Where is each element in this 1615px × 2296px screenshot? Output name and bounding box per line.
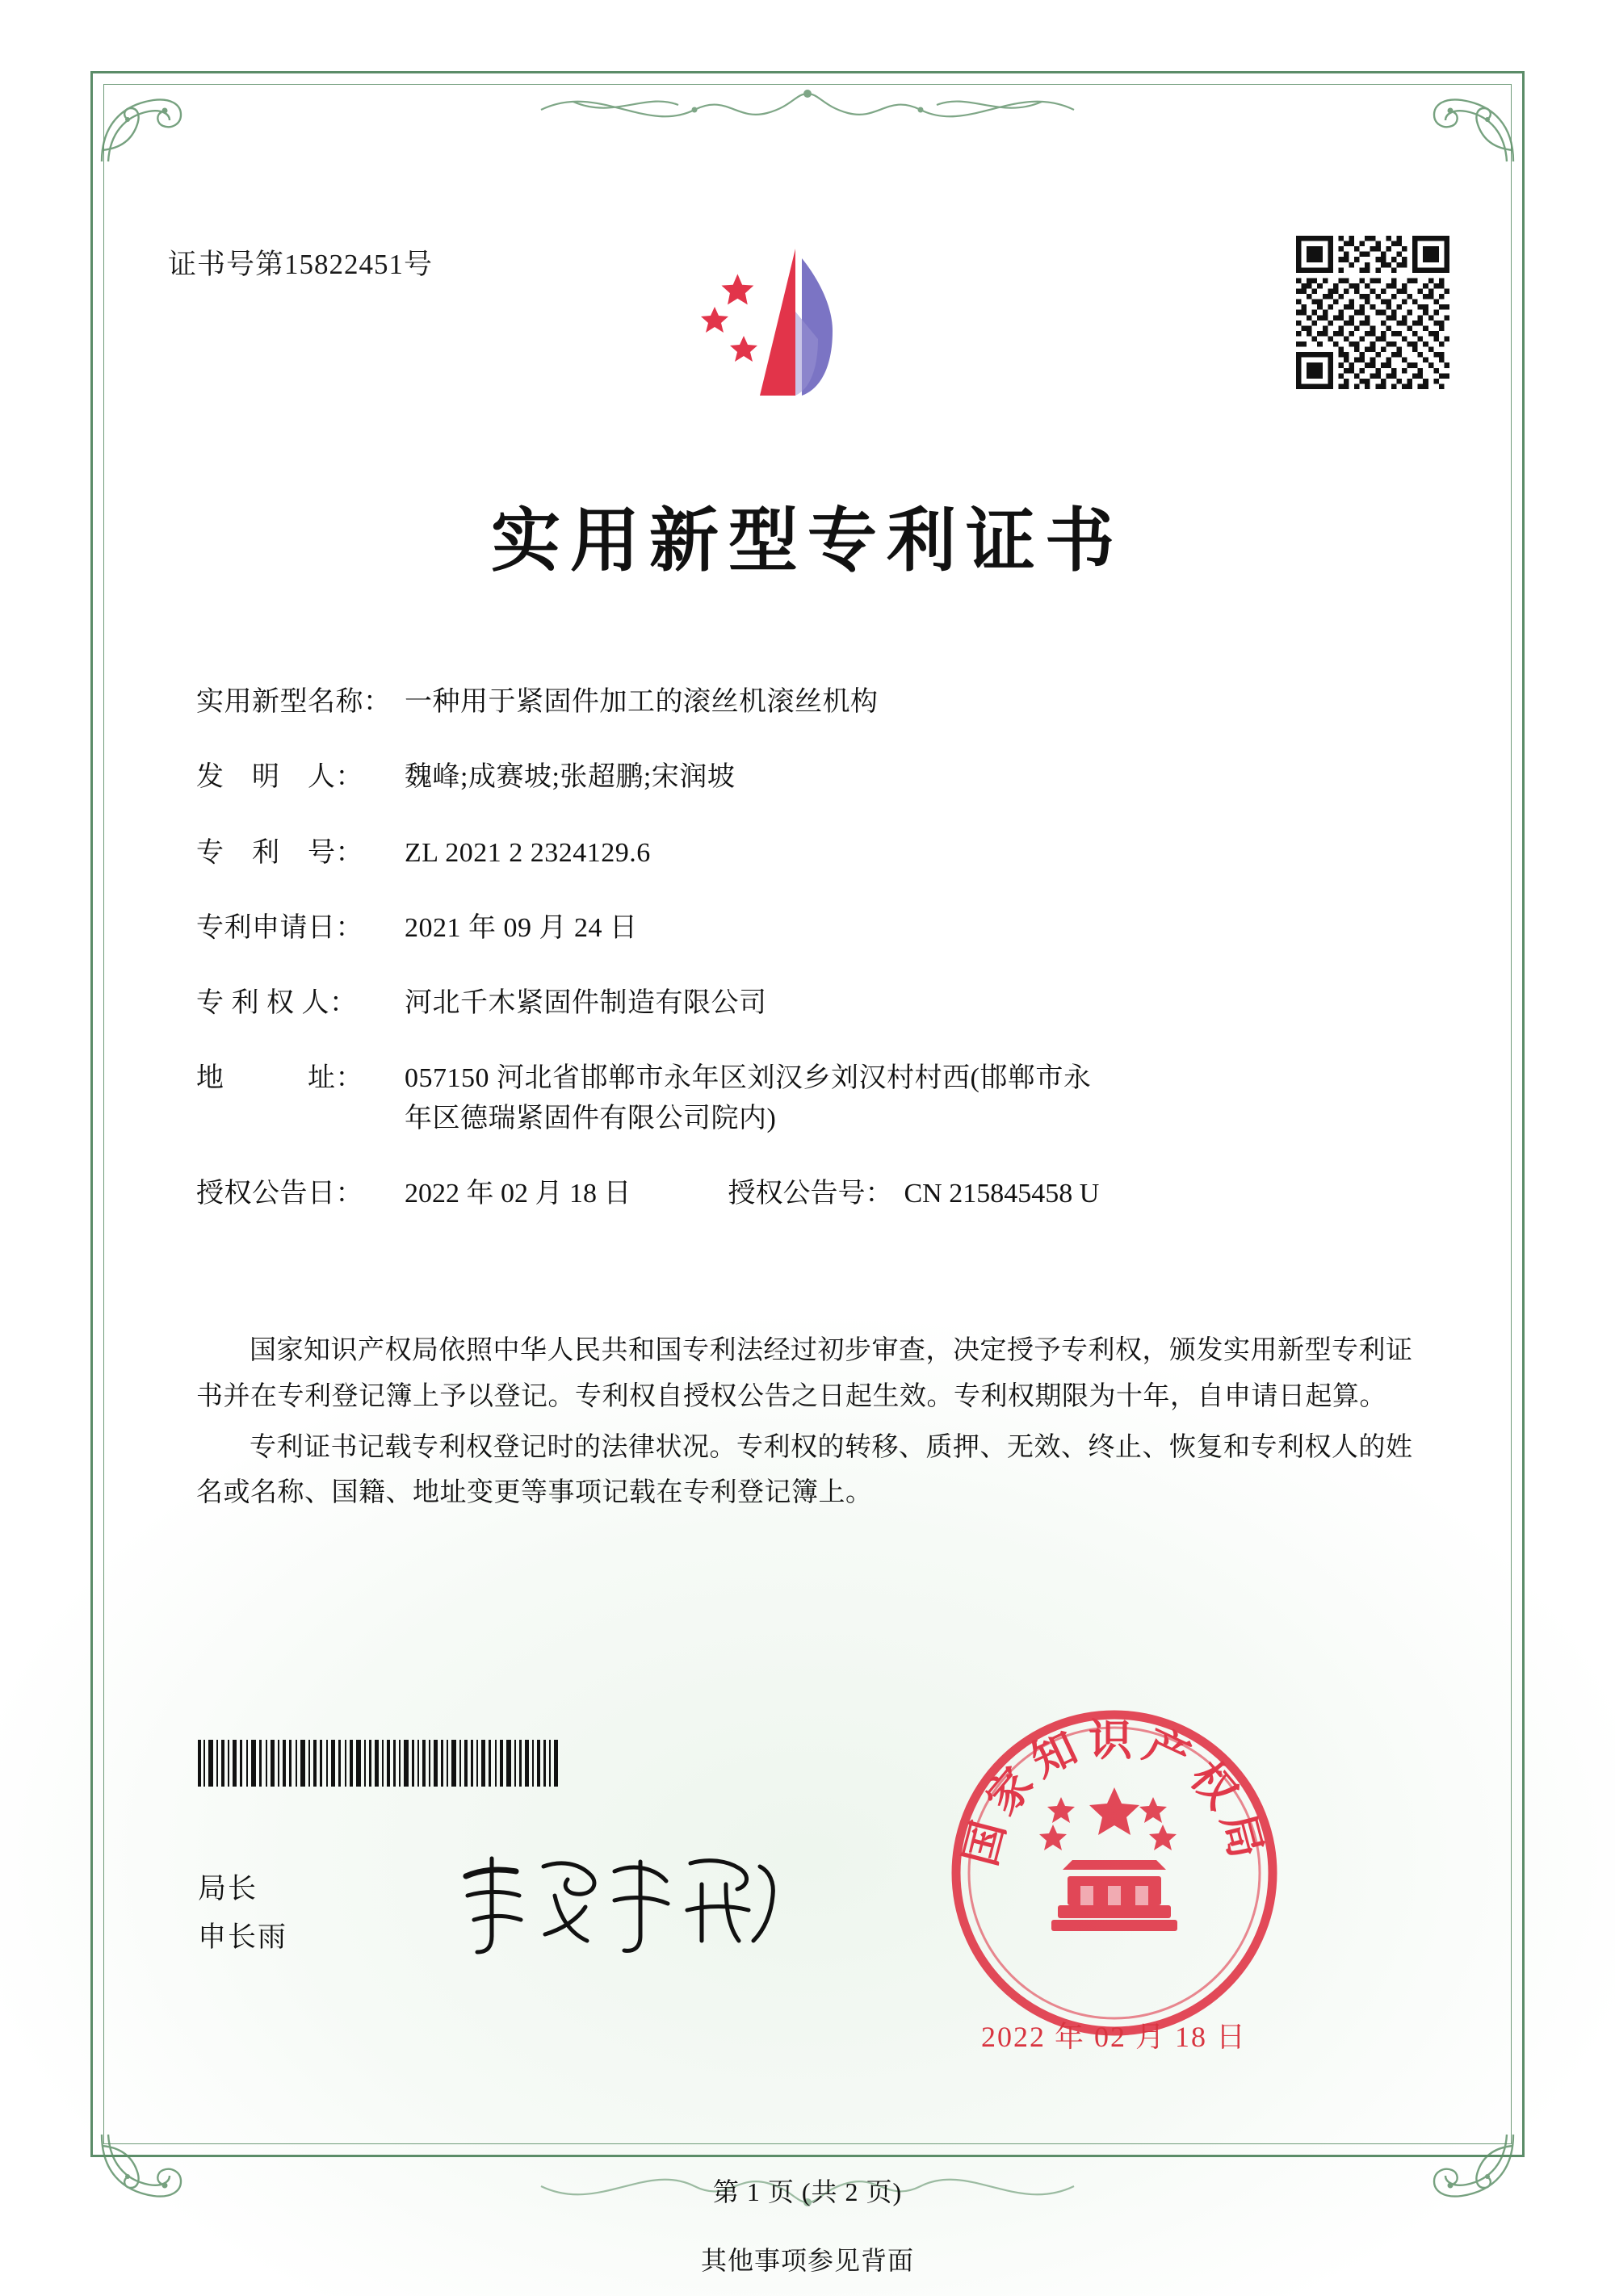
certificate-number: 证书号第15822451号: [168, 249, 434, 280]
field-label: 专 利 号：: [196, 837, 363, 868]
handwritten-signature-icon: [448, 1839, 795, 1960]
top-flourish-ornament-icon: [525, 78, 1090, 142]
field-value: ZL 2021 2 2324129.6: [405, 837, 651, 868]
field-row-inventors: [196, 757, 1424, 797]
field-label: 地 址：: [196, 1063, 363, 1094]
legal-text-block: [196, 1328, 1432, 1521]
grant-number-label: 授权公告号：: [728, 1179, 893, 1209]
legal-paragraph-2: 专利证书记载专利权登记时的法律状况。专利权的转移、质押、无效、终止、恢复和专利权人的姓名或名称、国籍、地址变更等事项记载在专利登记簿上。: [196, 1432, 1413, 1508]
field-label: 实用新型名称：: [196, 687, 392, 717]
field-label: 专 利 权 人：: [196, 988, 358, 1019]
qr-code-icon: [1296, 236, 1449, 389]
field-value-address: [405, 1058, 1424, 1138]
page-title: 实用新型专利证书: [491, 500, 1124, 581]
field-value: 魏峰;成赛坡;张超鹏;宋润坡: [405, 762, 736, 793]
director-role-label: 局长: [198, 1873, 258, 1904]
field-row-utility-model-name: [196, 682, 1424, 722]
official-seal-icon: [945, 1703, 1284, 2043]
field-row-patent-number: [196, 833, 1424, 873]
address-line-2: 年区德瑞紧固件有限公司院内): [405, 1103, 777, 1133]
corner-ornament-icon: [97, 78, 218, 166]
field-row-patentee: [196, 983, 1424, 1023]
field-label: 发 明 人：: [196, 762, 363, 793]
footer-note: 其他事项参见背面: [700, 2246, 914, 2275]
signature-labels: [198, 1865, 287, 1961]
field-row-application-date: [196, 908, 1424, 948]
director-name-label: 申长雨: [198, 1921, 288, 1953]
field-value: 2021 年 09 月 24 日: [405, 912, 638, 943]
barcode-icon: [198, 1740, 602, 1787]
cnipa-logo-icon: [682, 234, 892, 412]
seal-date: 2022 年 02 月 18 日: [981, 2021, 1248, 2053]
grant-number-value: CN 215845458 U: [904, 1179, 1100, 1209]
field-row-address: [196, 1058, 1424, 1138]
grant-date-value: 2022 年 02 月 18 日: [405, 1179, 631, 1209]
address-line-1: 057150 河北省邯郸市永年区刘汉乡刘汉村村西(邯郸市永: [405, 1063, 1092, 1094]
grant-date-label: 授权公告日：: [196, 1179, 363, 1209]
fields-block: [196, 682, 1424, 1246]
page-number: 第 1 页 (共 2 页): [712, 2177, 903, 2206]
corner-ornament-icon: [1397, 78, 1518, 166]
field-label: 专利申请日：: [196, 912, 363, 943]
field-value: 一种用于紧固件加工的滚丝机滚丝机构: [405, 687, 879, 717]
legal-paragraph-1: 国家知识产权局依照中华人民共和国专利法经过初步审查，决定授予专利权，颁发实用新型专利证书并在专利登记簿上予以登记。专利权自授权公告之日起生效。专利权期限为十年，自申请日起算。: [196, 1336, 1413, 1411]
field-value: 河北千木紧固件制造有限公司: [405, 988, 767, 1019]
svg-text:国家知识产权局: 国家知识产权局: [954, 1714, 1275, 1871]
field-row-grant-announcement: [196, 1174, 1424, 1213]
